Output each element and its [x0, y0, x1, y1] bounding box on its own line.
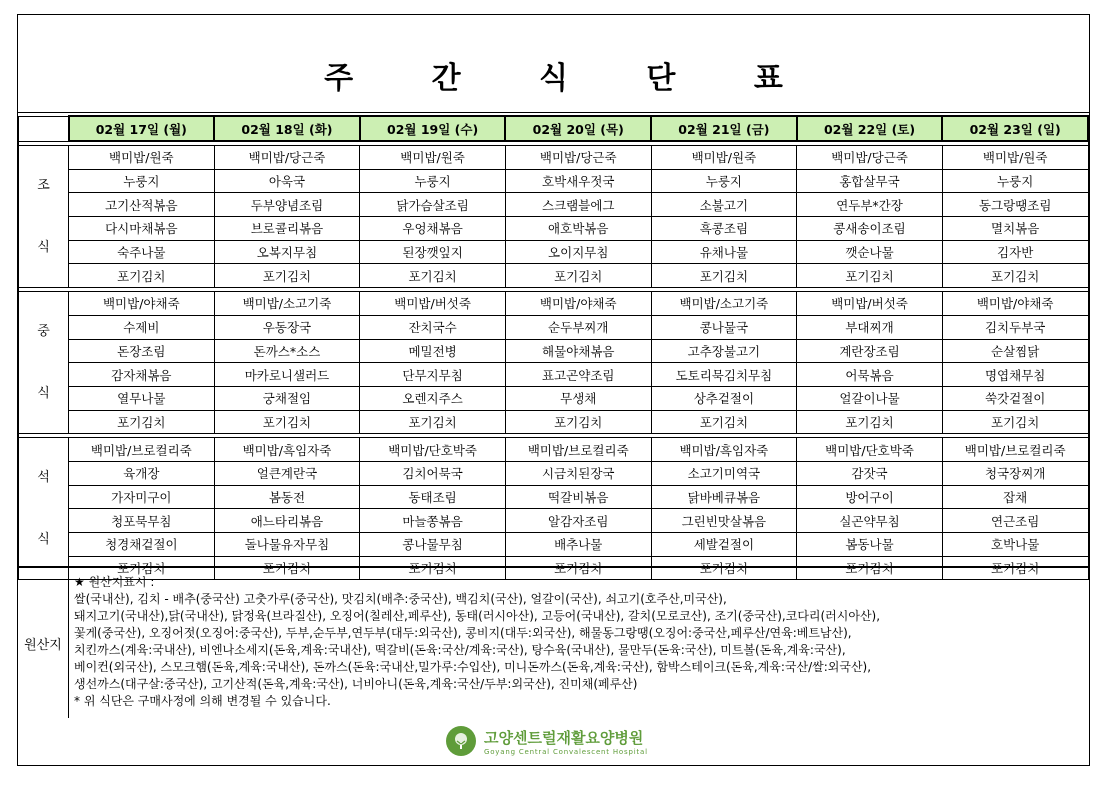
dish-cell: 오렌지주스 [360, 386, 506, 410]
dish-cell: 세발겉절이 [651, 533, 797, 557]
tree-icon [446, 726, 476, 756]
dish-cell: 동태조림 [360, 485, 506, 509]
dish-cell: 봄동나물 [797, 533, 943, 557]
origin-text [74, 574, 1074, 710]
dish-cell: 백미밥/당근죽 [214, 146, 360, 170]
weekly-menu-table [18, 115, 1089, 580]
dish-cell: 돌나물유자무침 [214, 533, 360, 557]
origin-label: 원산지 [18, 568, 69, 718]
origin-line: 베이컨(외국산), 스모크햄(돈육,계육:국내산), 돈까스(돈육:국내산,밀가루:수입산), 미니돈까스(돈육,계육:국산), 함박스테이크(돈육,계육:국산/쌀:외국산), [74, 660, 872, 674]
dish-cell: 백미밥/브로컬리죽 [69, 438, 215, 462]
dish-cell: 표고곤약조림 [505, 363, 651, 387]
menu-row [19, 485, 1089, 509]
menu-row [19, 363, 1089, 387]
dish-cell: 배추나물 [505, 533, 651, 557]
menu-row [19, 386, 1089, 410]
dish-cell: 콩나물무침 [360, 533, 506, 557]
dish-cell: 고추장불고기 [651, 339, 797, 363]
menu-row [19, 315, 1089, 339]
hospital-logo [446, 723, 648, 759]
dish-cell: 우엉채볶음 [360, 217, 506, 241]
dish-cell: 유채나물 [651, 240, 797, 264]
dish-cell: 백미밥/소고기죽 [214, 292, 360, 316]
dish-cell: 감자채볶음 [69, 363, 215, 387]
day-header: 02월 20일 (목) [505, 116, 651, 141]
dish-cell: 포기김치 [214, 264, 360, 288]
meal-label: 중 식 [19, 292, 69, 434]
dish-cell: 누룽지 [360, 169, 506, 193]
dish-cell: 순살찜닭 [942, 339, 1088, 363]
dish-cell: 돈장조림 [69, 339, 215, 363]
dish-cell: 멸치볶음 [942, 217, 1088, 241]
hospital-name-en: Goyang Central Convalescent Hospital [484, 747, 648, 756]
dish-cell: 궁채절임 [214, 386, 360, 410]
dish-cell: 두부양념조림 [214, 193, 360, 217]
dish-cell: 포기김치 [69, 264, 215, 288]
day-header: 02월 18일 (화) [214, 116, 360, 141]
dish-cell: 백미밥/단호박죽 [360, 438, 506, 462]
day-header: 02월 21일 (금) [651, 116, 797, 141]
dish-cell: 백미밥/브로컬리죽 [505, 438, 651, 462]
menu-row [19, 509, 1089, 533]
dish-cell: 포기김치 [942, 410, 1088, 434]
dish-cell: 백미밥/단호박죽 [797, 438, 943, 462]
dish-cell: 백미밥/버섯죽 [797, 292, 943, 316]
dish-cell: 실곤약무침 [797, 509, 943, 533]
dish-cell: 돈까스*소스 [214, 339, 360, 363]
dish-cell: 방어구이 [797, 485, 943, 509]
dish-cell: 그린빈맛살볶음 [651, 509, 797, 533]
dish-cell: 김치어묵국 [360, 461, 506, 485]
menu-row [19, 146, 1089, 170]
dish-cell: 부대찌개 [797, 315, 943, 339]
dish-cell: 다시마채볶음 [69, 217, 215, 241]
dish-cell: 애호박볶음 [505, 217, 651, 241]
dish-cell: 무생채 [505, 386, 651, 410]
dish-cell: 순두부찌개 [505, 315, 651, 339]
dish-cell: 홍합살무국 [797, 169, 943, 193]
menu-row [19, 292, 1089, 316]
dish-cell: 백미밥/야채죽 [942, 292, 1088, 316]
dish-cell: 포기김치 [651, 410, 797, 434]
day-header: 02월 19일 (수) [360, 116, 506, 141]
dish-cell: 백미밥/원죽 [651, 146, 797, 170]
dish-cell: 연근조림 [942, 509, 1088, 533]
dish-cell: 포기김치 [360, 410, 506, 434]
dish-cell: 닭가슴살조림 [360, 193, 506, 217]
dish-cell: 백미밥/소고기죽 [651, 292, 797, 316]
dish-cell: 백미밥/흑임자죽 [214, 438, 360, 462]
dish-cell: 잔치국수 [360, 315, 506, 339]
menu-row [19, 461, 1089, 485]
dish-cell: 백미밥/원죽 [942, 146, 1088, 170]
corner-cell [19, 116, 69, 141]
dish-cell: 동그랑땡조림 [942, 193, 1088, 217]
dish-cell: 쑥갓겉절이 [942, 386, 1088, 410]
dish-cell: 백미밥/원죽 [69, 146, 215, 170]
origin-line: 생선까스(대구살:중국산), 고기산적(돈육,계육:국산), 너비아니(돈육,계육:국산/두부:외국산), 진미채(페루산) [74, 677, 638, 691]
dish-cell: 청경채겉절이 [69, 533, 215, 557]
dish-cell: 포기김치 [797, 410, 943, 434]
dish-cell: 명엽채무침 [942, 363, 1088, 387]
dish-cell: 포기김치 [942, 556, 1088, 580]
dish-cell: 알감자조림 [505, 509, 651, 533]
dish-cell: 청포묵무침 [69, 509, 215, 533]
dish-cell: 계란장조림 [797, 339, 943, 363]
dish-cell: 브로콜리볶음 [214, 217, 360, 241]
dish-cell: 열무나물 [69, 386, 215, 410]
title-divider [18, 112, 1089, 113]
menu-row [19, 169, 1089, 193]
day-header: 02월 17일 (월) [69, 116, 215, 141]
dish-cell: 포기김치 [505, 264, 651, 288]
menu-row [19, 410, 1089, 434]
dish-cell: 포기김치 [360, 556, 506, 580]
day-header: 02월 23일 (일) [942, 116, 1088, 141]
dish-cell: 백미밥/당근죽 [797, 146, 943, 170]
dish-cell: 수제비 [69, 315, 215, 339]
dish-cell: 상추겉절이 [651, 386, 797, 410]
day-header: 02월 22일 (토) [797, 116, 943, 141]
dish-cell: 포기김치 [69, 556, 215, 580]
origin-line: * 위 식단은 구매사정에 의해 변경될 수 있습니다. [74, 694, 331, 708]
dish-cell: 해물야채볶음 [505, 339, 651, 363]
dish-cell: 포기김치 [214, 556, 360, 580]
dish-cell: 포기김치 [360, 264, 506, 288]
dish-cell: 포기김치 [69, 410, 215, 434]
dish-cell: 누룽지 [69, 169, 215, 193]
origin-line: 꽃게(중국산), 오징어젓(오징어:중국산), 두부,순두부,연두부(대두:외국산), 콩비지(대두:외국산), 해물동그랑땡(오징어:중국산,페루산/연육:베트남산), [74, 626, 852, 640]
dish-cell: 아욱국 [214, 169, 360, 193]
origin-line: 쌀(국내산), 김치 - 배추(중국산) 고춧가루(중국산), 맛김치(배추:중국산), 백김치(국산), 얼갈이(국산), 쇠고기(호주산,미국산), [74, 592, 727, 606]
dish-cell: 가자미구이 [69, 485, 215, 509]
menu-row [19, 438, 1089, 462]
dish-cell: 호박새우젓국 [505, 169, 651, 193]
dish-cell: 포기김치 [505, 410, 651, 434]
dish-cell: 김자반 [942, 240, 1088, 264]
dish-cell: 포기김치 [797, 556, 943, 580]
dish-cell: 포기김치 [505, 556, 651, 580]
dish-cell: 스크램블에그 [505, 193, 651, 217]
dish-cell: 감잣국 [797, 461, 943, 485]
dish-cell: 마늘쫑볶음 [360, 509, 506, 533]
dish-cell: 흑콩조림 [651, 217, 797, 241]
dish-cell: 콩나물국 [651, 315, 797, 339]
dish-cell: 시금치된장국 [505, 461, 651, 485]
dish-cell: 숙주나물 [69, 240, 215, 264]
dish-cell: 포기김치 [942, 264, 1088, 288]
origin-line: 치킨까스(계육:국내산), 비엔나소세지(돈육,계육:국내산), 떡갈비(돈육:국산/계육:국산), 탕수육(국내산), 물만두(돈육:국산), 미트볼(돈육,계육:국산), [74, 643, 846, 657]
dish-cell: 호박나물 [942, 533, 1088, 557]
header-row [19, 116, 1089, 141]
menu-row [19, 217, 1089, 241]
dish-cell: 단무지무침 [360, 363, 506, 387]
dish-cell: 포기김치 [797, 264, 943, 288]
dish-cell: 마카로니샐러드 [214, 363, 360, 387]
dish-cell: 포기김치 [651, 556, 797, 580]
dish-cell: 얼갈이나물 [797, 386, 943, 410]
dish-cell: 연두부*간장 [797, 193, 943, 217]
dish-cell: 오이지무침 [505, 240, 651, 264]
meal-label: 석 식 [19, 438, 69, 580]
dish-cell: 오복지무침 [214, 240, 360, 264]
origin-section [18, 566, 1089, 718]
dish-cell: 소불고기 [651, 193, 797, 217]
menu-row [19, 264, 1089, 288]
dish-cell: 백미밥/야채죽 [505, 292, 651, 316]
dish-cell: 얼큰계란국 [214, 461, 360, 485]
dish-cell: 닭바베큐볶음 [651, 485, 797, 509]
dish-cell: 우동장국 [214, 315, 360, 339]
dish-cell: 백미밥/브로컬리죽 [942, 438, 1088, 462]
dish-cell: 김치두부국 [942, 315, 1088, 339]
dish-cell: 포기김치 [214, 410, 360, 434]
dish-cell: 포기김치 [651, 264, 797, 288]
dish-cell: 된장깻잎지 [360, 240, 506, 264]
dish-cell: 잡채 [942, 485, 1088, 509]
dish-cell: 백미밥/당근죽 [505, 146, 651, 170]
dish-cell: 백미밥/야채죽 [69, 292, 215, 316]
dish-cell: 콩새송이조림 [797, 217, 943, 241]
menu-sheet [17, 14, 1090, 766]
dish-cell: 떡갈비볶음 [505, 485, 651, 509]
dish-cell: 소고기미역국 [651, 461, 797, 485]
hospital-name: 고양센트럴재활요양병원 [484, 728, 644, 747]
dish-cell: 백미밥/버섯죽 [360, 292, 506, 316]
menu-row [19, 339, 1089, 363]
dish-cell: 고기산적볶음 [69, 193, 215, 217]
menu-row [19, 533, 1089, 557]
dish-cell: 봄동전 [214, 485, 360, 509]
dish-cell: 백미밥/흑임자죽 [651, 438, 797, 462]
dish-cell: 메밀전병 [360, 339, 506, 363]
dish-cell: 누룽지 [942, 169, 1088, 193]
dish-cell: 애느타리볶음 [214, 509, 360, 533]
dish-cell: 도토리묵김치무침 [651, 363, 797, 387]
origin-line: 돼지고기(국내산),닭(국내산), 닭정육(브라질산), 오징어(칠레산,페루산), 동태(러시아산), 고등어(국내산), 갈치(모로코산), 조기(중국산),코다리(러시아산), [74, 609, 881, 623]
dish-cell: 누룽지 [651, 169, 797, 193]
meal-label: 조 식 [19, 146, 69, 288]
page-title: 주 간 식 단 표 [324, 61, 817, 96]
menu-row [19, 193, 1089, 217]
dish-cell: 청국장찌개 [942, 461, 1088, 485]
dish-cell: 백미밥/원죽 [360, 146, 506, 170]
dish-cell: 깻순나물 [797, 240, 943, 264]
dish-cell: 육개장 [69, 461, 215, 485]
dish-cell: 어묵볶음 [797, 363, 943, 387]
menu-row [19, 240, 1089, 264]
origin-line: ★ 원산지표시 : [74, 575, 155, 589]
